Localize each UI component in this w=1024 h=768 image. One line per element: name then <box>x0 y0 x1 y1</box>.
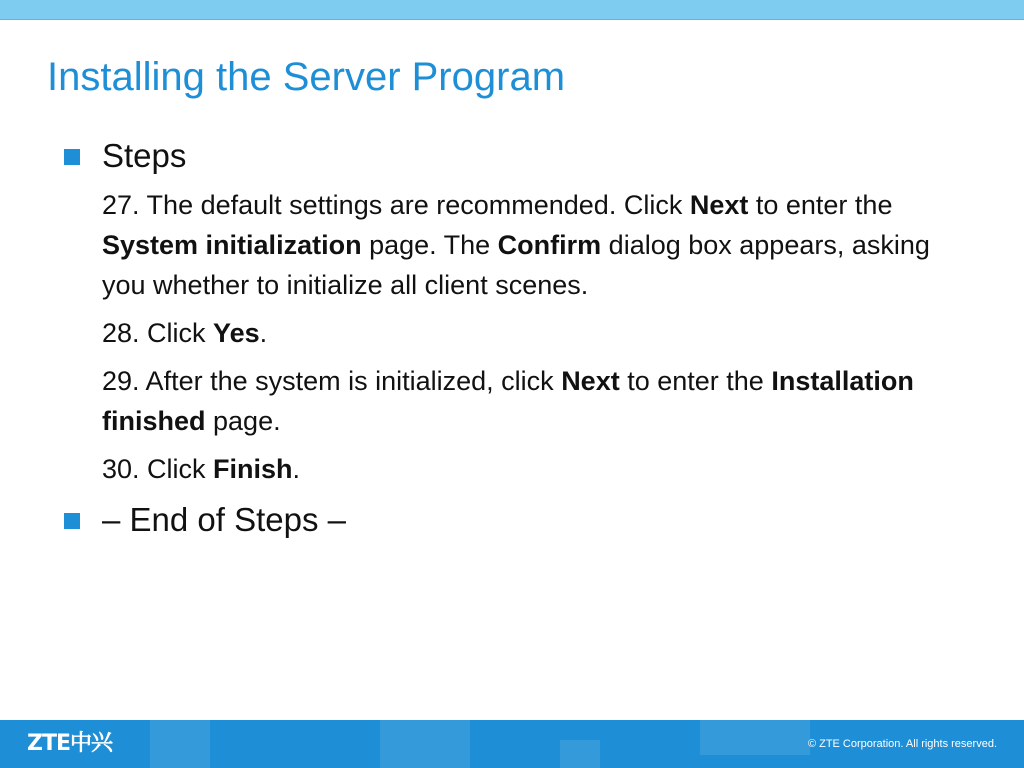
step-text: page. <box>205 406 281 436</box>
step-text: to enter the <box>619 366 772 396</box>
bullet-steps-label: Steps <box>102 137 187 174</box>
step-bold: Finish <box>213 454 293 484</box>
step-28 <box>102 313 964 353</box>
footer-decoration <box>150 720 210 768</box>
step-number: 30. <box>102 454 140 484</box>
step-text: The default settings are recommended. Click <box>139 190 690 220</box>
bullet-square-icon <box>64 149 80 165</box>
step-text: dialog box appears, asking you whether to initialize all client scenes. <box>102 230 930 300</box>
top-band <box>0 0 1024 20</box>
zte-logo: ZTE中兴 <box>27 731 112 756</box>
step-text: After the system is initialized, click <box>139 366 562 396</box>
step-number: 29. <box>102 366 140 396</box>
bullet-end-label: – End of Steps – <box>102 501 347 538</box>
step-27 <box>102 185 964 305</box>
bullet-steps <box>64 135 964 177</box>
copyright-text: © ZTE Corporation. All rights reserved. <box>807 738 997 750</box>
step-number: 27. <box>102 190 140 220</box>
step-30 <box>102 449 964 489</box>
footer-decoration <box>380 720 470 768</box>
footer-bar <box>0 720 1024 768</box>
footer-decoration <box>560 740 600 768</box>
step-bold: Next <box>561 366 620 396</box>
bullet-square-icon <box>64 513 80 529</box>
step-bold: Yes <box>213 318 260 348</box>
step-bold: Confirm <box>497 230 602 260</box>
step-text: Click <box>139 454 214 484</box>
step-text: Click <box>139 318 214 348</box>
step-bold: Next <box>689 190 749 220</box>
step-bold: Installation finished <box>102 366 914 436</box>
slide-content <box>64 135 964 541</box>
step-29 <box>102 361 964 441</box>
step-bold: System initialization <box>102 230 362 260</box>
bullet-end-of-steps <box>64 499 964 541</box>
footer-decoration <box>700 720 810 755</box>
step-number: 28. <box>102 318 140 348</box>
slide-title: Installing the Server Program <box>47 55 566 99</box>
step-text: to enter the <box>748 190 893 220</box>
step-text: . <box>259 318 268 348</box>
step-text: page. The <box>361 230 498 260</box>
step-text: . <box>292 454 301 484</box>
